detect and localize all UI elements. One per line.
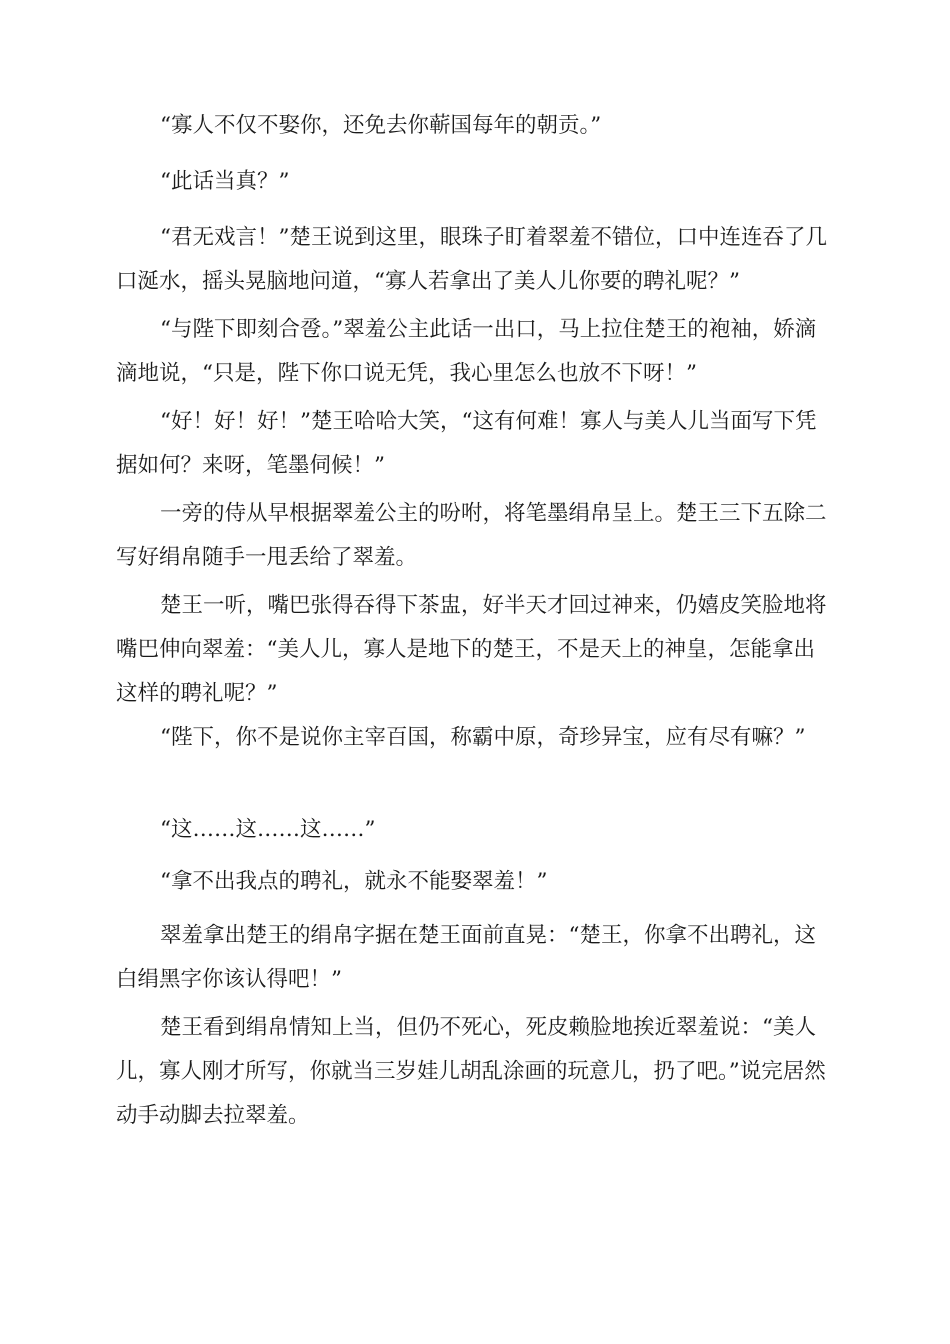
paragraph-9: “这……这……这……”: [160, 817, 376, 842]
paragraph-8: “陛下，你不是说你主宰百国，称霸中原，奇珍异宝，应有尽有嘛？”: [160, 725, 806, 750]
paragraph-3: “君无戏言！”楚王说到这里，眼珠子盯着翠羞不错位，口中连连吞了几口涎水，摇头晃脑地问道，“寡人若拿出了美人儿你要的聘礼呢？”: [116, 225, 827, 294]
paragraph-5: “好！好！好！”楚王哈哈大笑，“这有何难！寡人与美人儿当面写下凭据如何？来呀，笔墨伺候！”: [116, 409, 817, 478]
paragraph-2: “此话当真？”: [160, 169, 290, 194]
paragraph-10: “拿不出我点的聘礼，就永不能娶翠羞！”: [160, 869, 548, 894]
paragraph-6: 一旁的侍从早根据翠羞公主的吩咐，将笔墨绢帛呈上。楚王三下五除二写好绢帛随手一甩丢给了翠羞。: [116, 501, 827, 570]
paragraph-11: 翠羞拿出楚王的绢帛字据在楚王面前直晃：“楚王，你拿不出聘礼，这白绢黑字你该认得吧！”: [116, 923, 816, 992]
paragraph-4: “与陛下即刻合卺。”翠羞公主此话一出口，马上拉住楚王的袍袖，娇滴滴地说，“只是，陛下你口说无凭，我心里怎么也放不下呀！”: [116, 317, 817, 386]
paragraph-1: “寡人不仅不娶你，还免去你蕲国每年的朝贡。”: [160, 113, 602, 138]
paragraph-7: 楚王一听，嘴巴张得吞得下茶盅，好半天才回过神来，仍嬉皮笑脸地将嘴巴伸向翠羞：“美人儿，寡人是地下的楚王，不是天上的神皇，怎能拿出这样的聘礼呢？”: [116, 593, 827, 706]
paragraph-12: 楚王看到绢帛情知上当，但仍不死心，死皮赖脸地挨近翠羞说：“美人儿，寡人刚才所写，你就当三岁娃儿胡乱涂画的玩意儿，扔了吧。”说完居然动手动脚去拉翠羞。: [116, 1015, 826, 1128]
